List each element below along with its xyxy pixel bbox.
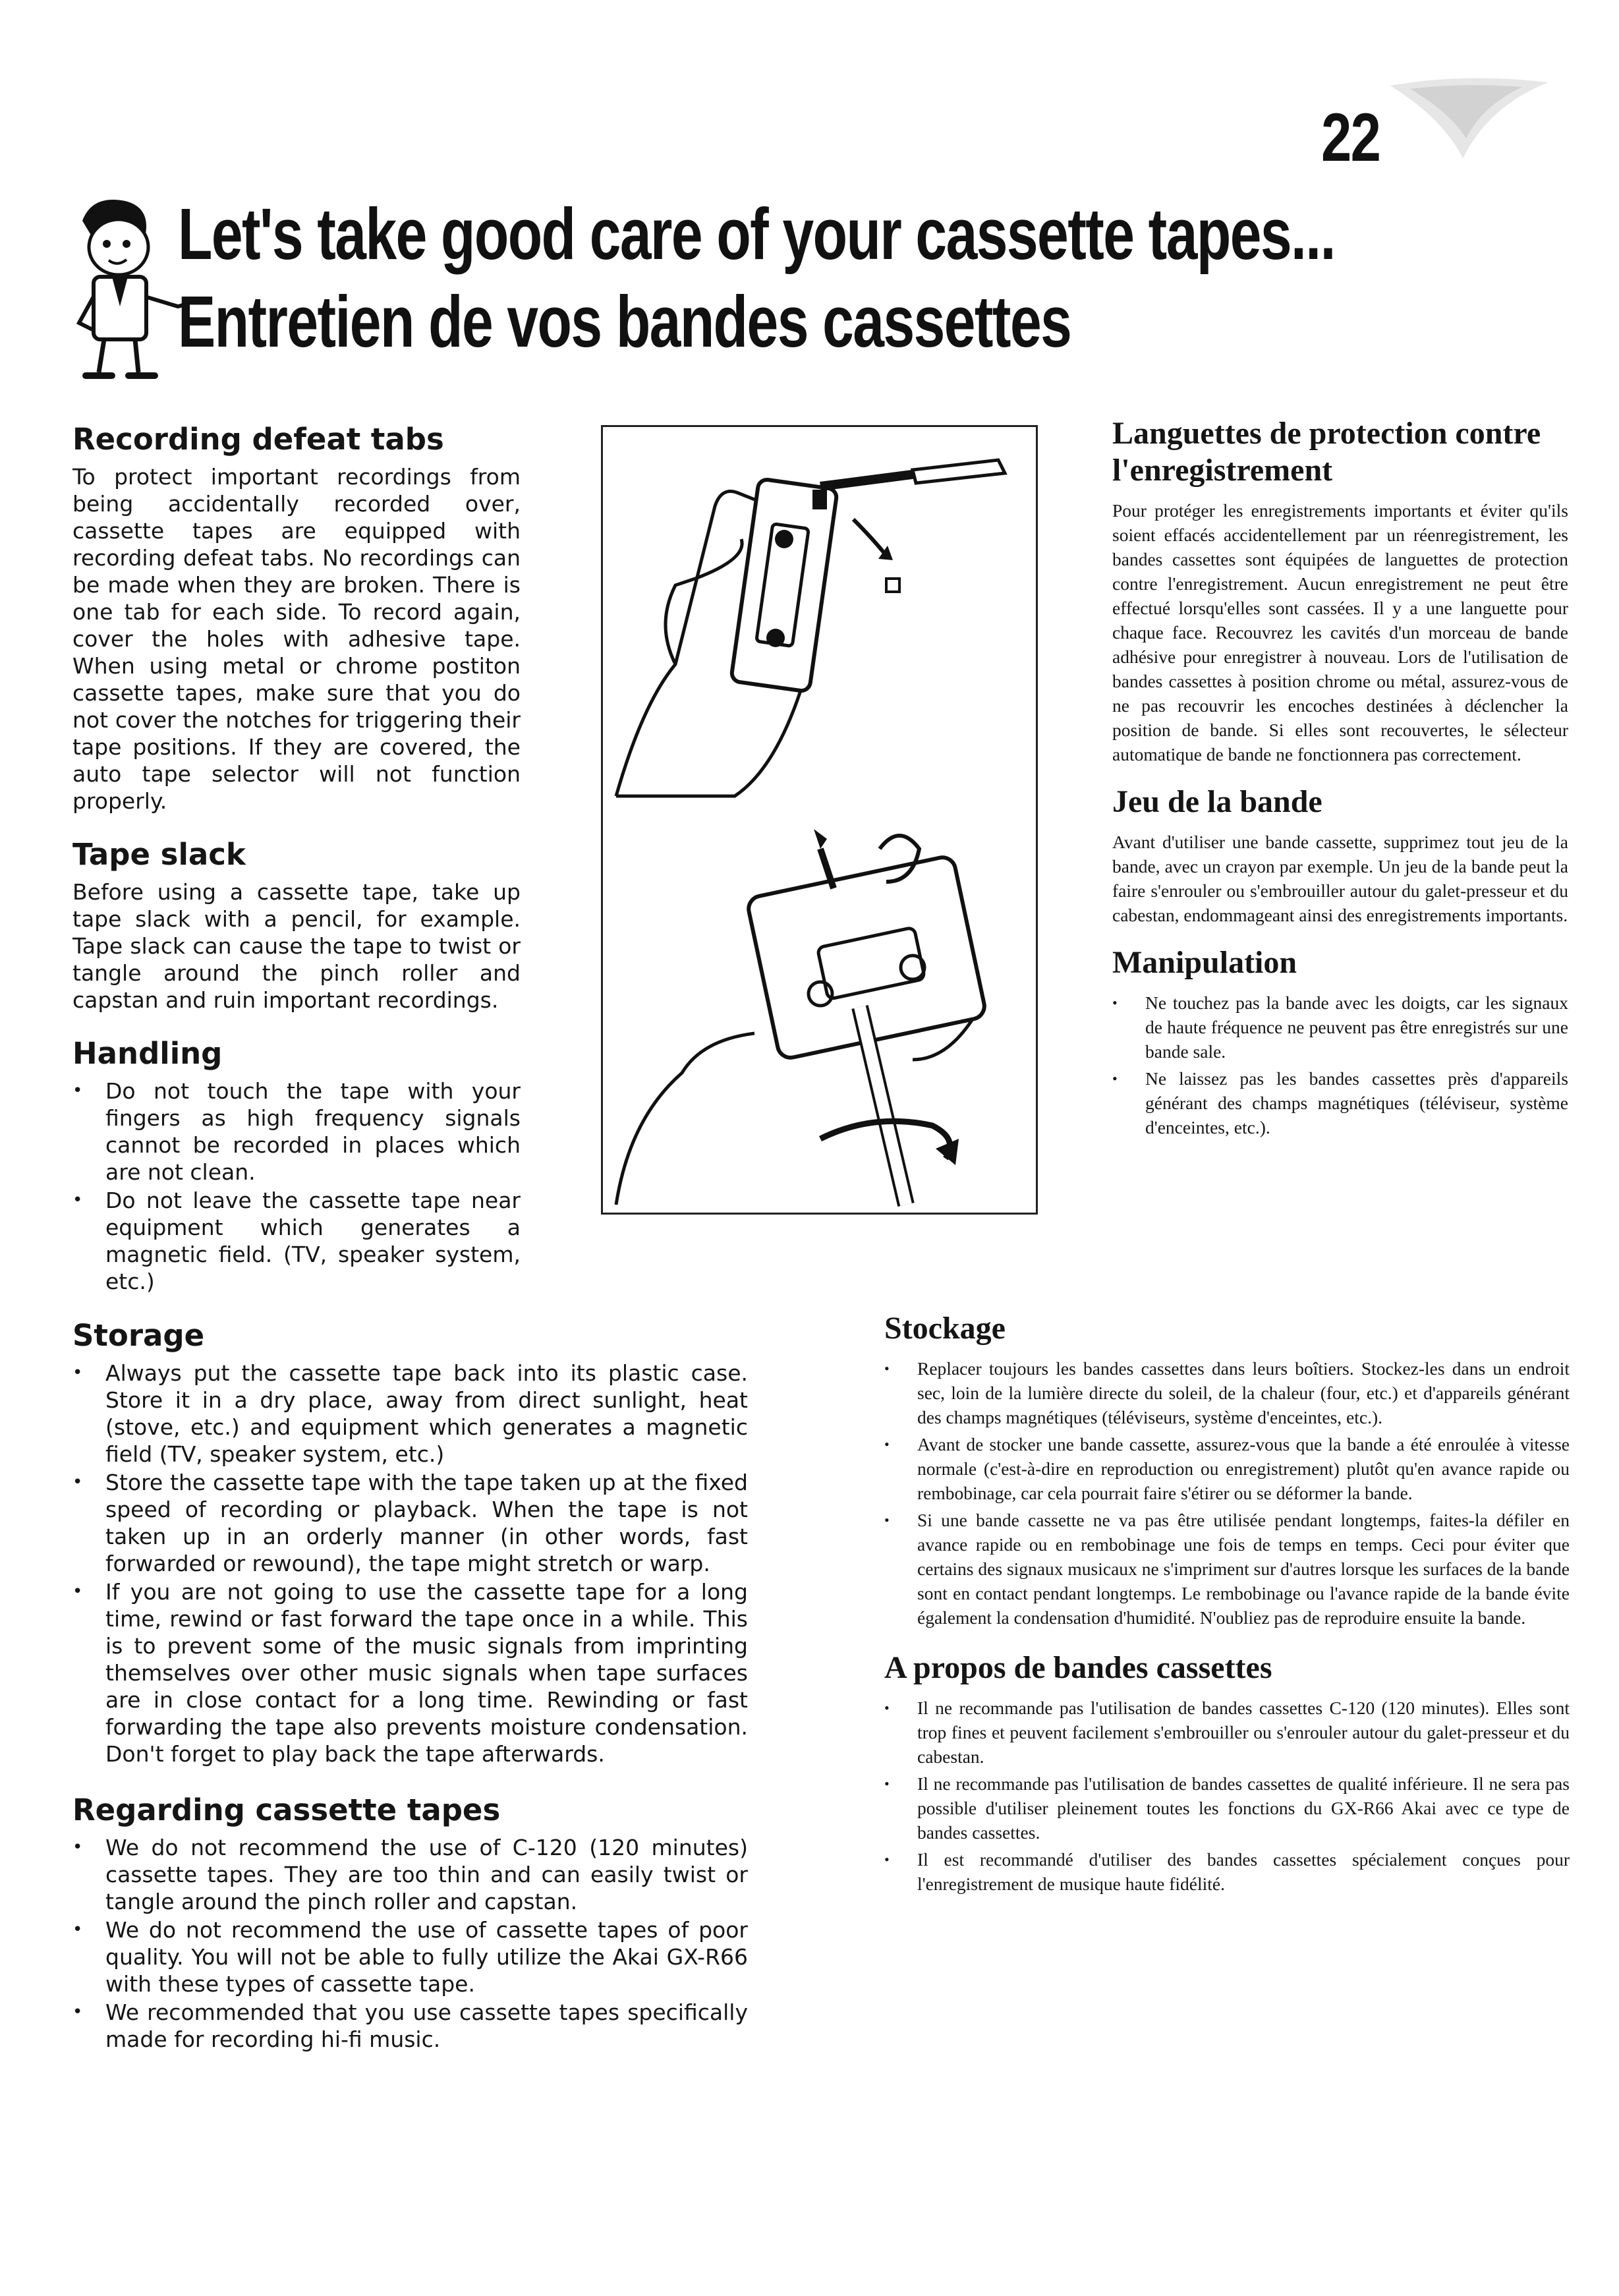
list-item: • Si une bande cassette ne va pas être utilisée pendant longtemps, faites-la défiler en avance rapide ou en rembobinage une fois de temps en temps. Ceci pour éviter que certains des signaux musicaux ne s'impriment sur d'autres lorsque les surfaces de la bande sont en contact pendant longtemps. Le rembobinage ou l'avance rapide de la bande évite également la condensation d'humidité. N'oubliez pas de reproduire ensuite la bande.	[917, 1508, 1570, 1630]
heading-manipulation: Manipulation	[1112, 945, 1297, 980]
cassette-illustration-frame	[601, 425, 1038, 1215]
page-number: 22	[1321, 100, 1380, 176]
text-tape-slack: Before using a cassette tape, take up tape slack with a pencil, for example. Tape slack can cause the tape to twist or tangle around the pinch roller and capstan and ruin important recordings.	[72, 879, 521, 1013]
list-item: • Do not touch the tape with your fingers as high frequency signals cannot be recorded in places which are not clean.	[105, 1077, 521, 1186]
text-recording-defeat-tabs: To protect important recordings from being accidentally recorded over, cassette tapes are equipped with recording defeat tabs. No recordings can be made when they are broken. There is one tab for each side. To record again, cover the holes with adhesive tape. When using metal or chrome postiton cassette tapes, make sure that you do not cover the notches for triggering their tape positions. If they are covered, the auto tape selector will not function properly.	[72, 464, 521, 814]
title-french: Entretien de vos bandes cassettes	[178, 281, 1071, 362]
corner-smudge-graphic	[1384, 66, 1555, 171]
english-lower-column	[72, 1318, 748, 2054]
section-tape-slack	[72, 837, 521, 1014]
french-lower-column	[884, 1310, 1570, 1899]
list-item: • Store the cassette tape with the tape taken up at the fixed speed of recording or playback. When the tape is not taken up in an orderly manner (in other words, fast forwarded or rewound), the tape might stretch or warp.	[105, 1469, 748, 1577]
cassette-hand-illustration	[603, 427, 1036, 1213]
list-manipulation	[1112, 990, 1568, 1139]
heading-handling: Handling	[72, 1036, 223, 1071]
list-item: • Il est recommandé d'utiliser des bandes cassettes spécialement conçues pour l'enregistrement de musique haute fidélité.	[917, 1847, 1570, 1896]
section-languettes	[1112, 415, 1568, 766]
list-item: • Il ne recommande pas l'utilisation de bandes cassettes C-120 (120 minutes). Elles sont trop fines et peuvent facilement s'embrouiller ou s'enrouler autour du galet-presseur et du cabestan.	[917, 1696, 1570, 1769]
list-item: • Always put the cassette tape back into its plastic case. Store it in a dry place, away from direct sunlight, heat (stove, etc.) and equipment which generates a magnetic field (TV, speaker system, etc.)	[105, 1360, 748, 1468]
heading-a-propos: A propos de bandes cassettes	[884, 1650, 1272, 1685]
heading-regarding-cassette-tapes: Regarding cassette tapes	[72, 1793, 501, 1827]
heading-languettes: Languettes de protection contre l'enregistrement	[1112, 416, 1541, 488]
section-handling	[72, 1036, 521, 1295]
list-item: • Ne touchez pas la bande avec les doigts, car les signaux de haute fréquence ne peuvent pas être enregistrés sur une bande sale.	[1145, 990, 1568, 1064]
section-storage	[72, 1318, 748, 1767]
list-item: • Do not leave the cassette tape near equipment which generates a magnetic field. (TV, speaker system, etc.)	[105, 1187, 521, 1295]
french-upper-column	[1112, 415, 1568, 1142]
list-regarding-cassette-tapes	[72, 1834, 748, 2053]
heading-recording-defeat-tabs: Recording defeat tabs	[72, 422, 444, 457]
section-stockage	[884, 1310, 1570, 1630]
list-item: • We do not recommend the use of C-120 (120 minutes) cassette tapes. They are too thin and can easily twist or tangle around the pinch roller and capstan.	[105, 1834, 748, 1915]
heading-tape-slack: Tape slack	[72, 837, 246, 872]
list-handling	[72, 1077, 521, 1295]
heading-jeu-de-la-bande: Jeu de la bande	[1112, 784, 1322, 819]
list-item: • We do not recommend the use of cassette tapes of poor quality. You will not be able to fully utilize the Akai GX-R66 with these types of cassette tape.	[105, 1916, 748, 1997]
text-jeu-de-la-bande: Avant d'utiliser une bande cassette, supprimez tout jeu de la bande, avec un crayon par exemple. Un jeu de la bande peut la faire s'enrouler ou s'embrouiller autour du galet-presseur et du cabestan, endommageant ainsi des enregistrements importants.	[1112, 832, 1568, 925]
section-a-propos	[884, 1650, 1570, 1896]
heading-storage: Storage	[72, 1318, 205, 1353]
english-upper-column	[72, 422, 521, 1296]
title-english: Let's take good care of your cassette tapes...	[178, 194, 1335, 275]
section-recording-defeat-tabs	[72, 422, 521, 815]
list-stockage	[884, 1356, 1570, 1630]
text-languettes: Pour protéger les enregistrements importants et éviter qu'ils soient effacés accidentellement par un réenregistrement, les bandes cassettes sont équipées de languettes de protection contre l'enregistrement. Aucun enregistrement ne peut être effectué lorsqu'elles sont cassées. Il y a une languette pour chaque face. Recouvrez les cavités d'un morceau de bande adhésive pour enregistrer à nouveau. Lors de l'utilisation de bandes cassettes à position chrome ou métal, assurez-vous de ne pas recouvrir les encoches destinées à déclencher la position de bande. Si elles sont recouvertes, le sélecteur automatique de bande ne fonctionnera pas correctement.	[1112, 500, 1568, 764]
list-item: • Il ne recommande pas l'utilisation de bandes cassettes de qualité inférieure. Il ne sera pas possible d'utiliser pleinement toutes les fonctions du GX-R66 Akai avec ce type de bandes cassettes.	[917, 1771, 1570, 1845]
section-manipulation	[1112, 944, 1568, 1139]
section-jeu-de-la-bande	[1112, 784, 1568, 927]
section-regarding-cassette-tapes	[72, 1793, 748, 2053]
list-item: • We recommended that you use cassette tapes specifically made for recording hi-fi music.	[105, 1999, 748, 2053]
heading-stockage: Stockage	[884, 1311, 1006, 1346]
list-item: • If you are not going to use the cassette tape for a long time, rewind or fast forward the tape once in a while. This is to prevent some of the music signals from imprinting themselves over other music signals when tape surfaces are in close contact for a long time. Rewinding or fast forwarding the tape also prevents moisture condensation. Don't forget to play back the tape afterwards.	[105, 1578, 748, 1767]
list-storage	[72, 1360, 748, 1767]
list-a-propos	[884, 1696, 1570, 1896]
list-item: • Avant de stocker une bande cassette, assurez-vous que la bande a été enroulée à vitesse normale (c'est-à-dire en reproduction ou enregistrement) plutôt qu'en avance rapide ou rembobinage, car cela pourrait faire s'étirer ou se déformer la bande.	[917, 1432, 1570, 1505]
list-item: • Replacer toujours les bandes cassettes dans leurs boîtiers. Stockez-les dans un endroit sec, loin de la lumière directe du soleil, de la chaleur (four, etc.) et d'appareils générant des champs magnétiques (téléviseurs, système d'enceintes, etc.).	[917, 1356, 1570, 1429]
list-item: • Ne laissez pas les bandes cassettes près d'appareils générant des champs magnétiques (téléviseur, système d'enceintes, etc.).	[1145, 1066, 1568, 1139]
